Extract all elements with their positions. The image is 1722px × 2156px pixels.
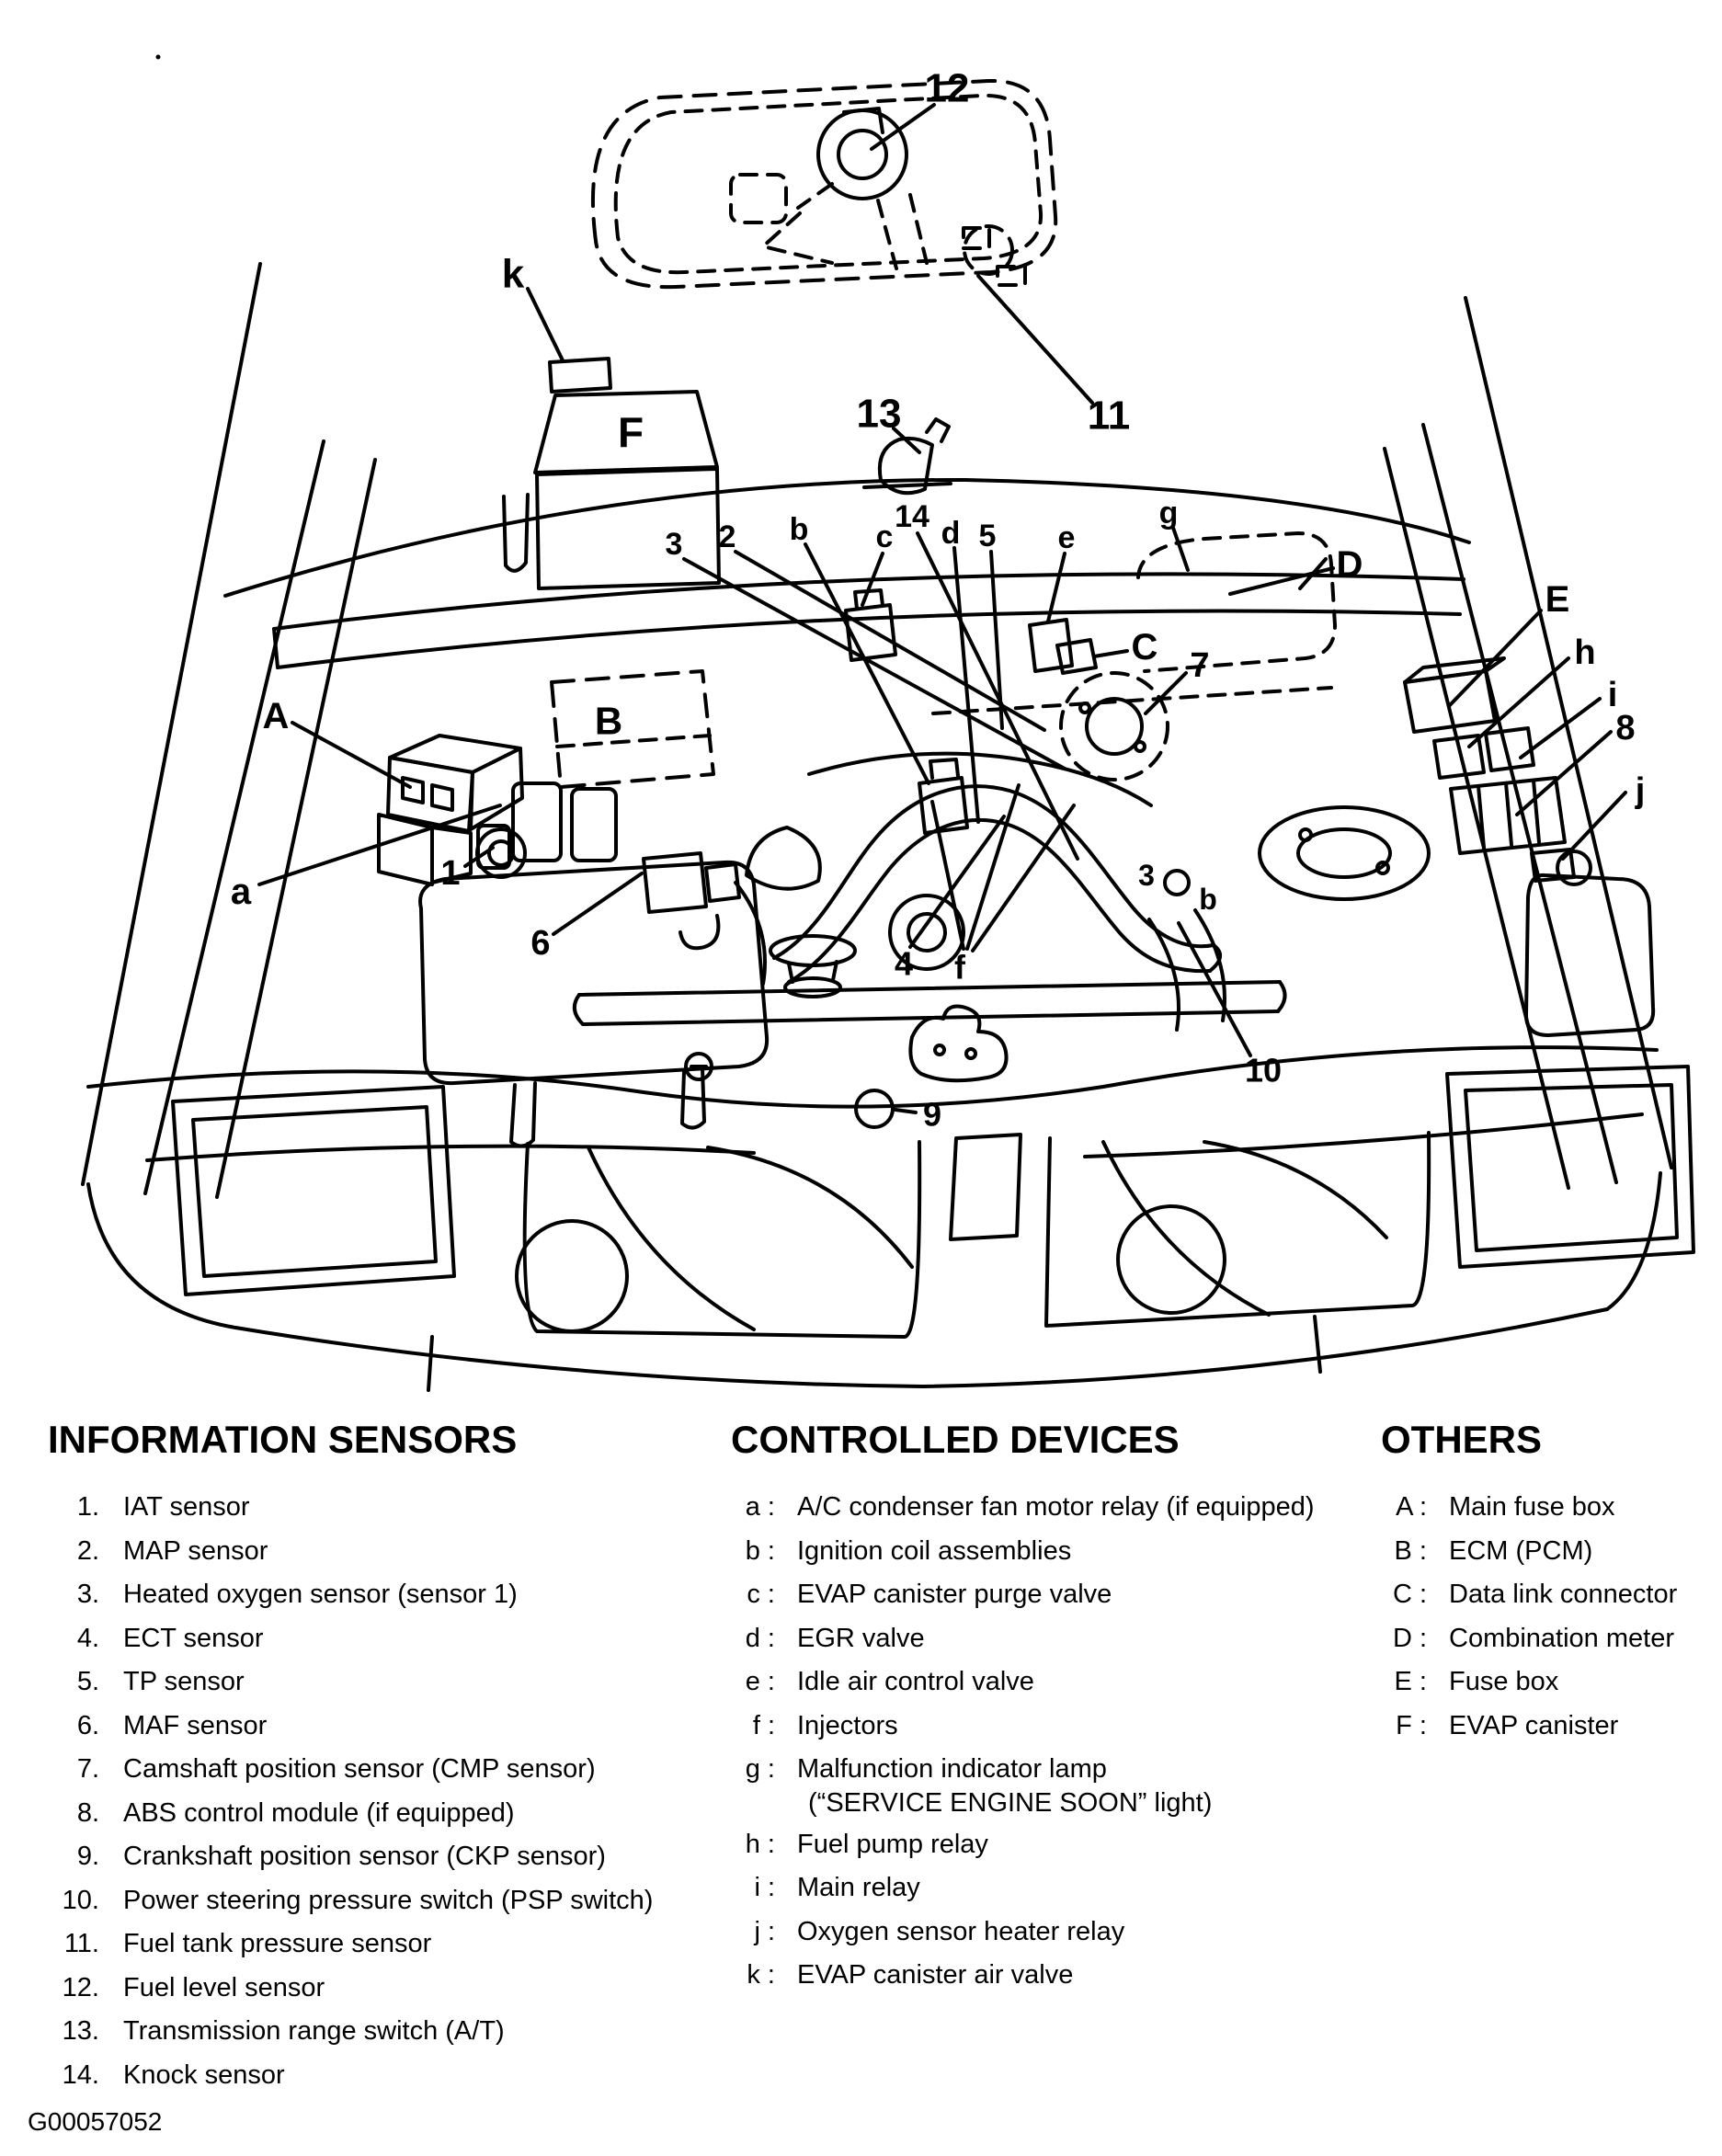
legend-items-others: [1381, 1486, 1721, 1748]
ecm-outline: [552, 671, 713, 787]
callout-D: D: [1336, 544, 1363, 585]
legend-item-label: EVAP canister air valve: [797, 1960, 1074, 1990]
legend-item-key: 3.: [76, 1580, 99, 1609]
fuel-tank-pressure-sensor: [964, 226, 1025, 285]
legend-item-key: 10.: [62, 1885, 99, 1915]
legend-item-label: EVAP canister: [1449, 1710, 1619, 1740]
legend-item-label: Main fuse box: [1449, 1492, 1615, 1522]
callout-d: d: [941, 516, 961, 551]
legend-item: [731, 1911, 1365, 1955]
legend-item-key: 14.: [62, 2059, 99, 2090]
legend-item: [48, 1748, 710, 1792]
leader-line: [1230, 568, 1333, 594]
legend-item-key: 8.: [76, 1797, 99, 1828]
legend-item-label: Crankshaft position sensor (CKP sensor): [123, 1842, 606, 1871]
legend-item-label: TP sensor: [123, 1667, 245, 1696]
legend-item: [1381, 1617, 1721, 1661]
legend-title-information-sensors: INFORMATION SENSORS: [48, 1418, 518, 1461]
callout-11: 11: [1087, 393, 1131, 439]
legend-item-label: Knock sensor: [123, 2059, 285, 2090]
leader-line: [553, 873, 642, 934]
legend-item-label: ABS control module (if equipped): [123, 1797, 515, 1828]
legend-item: [1381, 1573, 1721, 1617]
legend-items-controlled-devices: [731, 1486, 1365, 1998]
callout-marker: [1165, 871, 1189, 895]
legend-controlled-devices: [731, 1418, 1365, 1998]
callout-A: A: [262, 696, 290, 736]
legend-item-label: Camshaft position sensor (CMP sensor): [123, 1754, 596, 1784]
left-fender-lines: [83, 264, 375, 1197]
legend-item: [48, 1705, 710, 1749]
fuel-tank-outline: [593, 81, 1055, 287]
callout-E: E: [1545, 579, 1570, 620]
legend-item-label-line2: (“SERVICE ENGINE SOON” light): [808, 1787, 1213, 1818]
legend-title-others: OTHERS: [1381, 1418, 1543, 1461]
air-cleaner-box: [420, 829, 767, 1146]
legend-items-information-sensors: [48, 1486, 710, 2097]
leader-line: [978, 276, 1092, 403]
legend-item: [48, 1617, 710, 1661]
callout-marker: [856, 1090, 893, 1127]
leader-line: [1094, 651, 1127, 656]
legend-item-key: 6.: [76, 1710, 99, 1740]
legend-item-key: e :: [745, 1667, 775, 1696]
callout-10: 10: [1244, 1051, 1283, 1089]
legend-item-key: 1.: [76, 1492, 99, 1522]
callout-F: F: [617, 408, 644, 456]
legend-others: [1381, 1418, 1721, 1748]
legend-item-key: C :: [1392, 1580, 1427, 1609]
legend-item: [731, 1530, 1365, 1574]
main-fuse-box: [379, 736, 616, 884]
legend-item-label: Fuel level sensor: [123, 1972, 325, 2002]
legend-item-label: Oxygen sensor heater relay: [797, 1916, 1125, 1946]
legend-item: [48, 1573, 710, 1617]
callout-C: C: [1131, 627, 1158, 667]
leader-line: [1449, 610, 1541, 706]
callout-B: B: [594, 699, 623, 743]
legend-item-key: a :: [745, 1492, 775, 1522]
callout-layer: [231, 66, 1645, 1134]
legend-item: [48, 1530, 710, 1574]
legend-item-label: Combination meter: [1449, 1623, 1674, 1653]
legend-item-key: f :: [752, 1710, 775, 1740]
legend-item: [48, 1922, 710, 1967]
callout-a: a: [230, 872, 252, 912]
legend-item-label: Idle air control valve: [797, 1667, 1034, 1696]
legend-item: [48, 2010, 710, 2054]
legend-item: [731, 1866, 1365, 1911]
legend-item-label: Fuel tank pressure sensor: [123, 1929, 432, 1958]
legend-item-label: MAF sensor: [123, 1710, 268, 1740]
callout-6: 6: [530, 924, 551, 963]
legend-item-key: 7.: [76, 1754, 99, 1784]
callout-4: 4: [894, 944, 914, 983]
leader-line: [954, 548, 978, 822]
legend-item-label: Ignition coil assemblies: [797, 1535, 1072, 1566]
callout-h: h: [1574, 633, 1596, 672]
callout-8: 8: [1615, 709, 1636, 747]
callout-12: 12: [924, 65, 970, 111]
legend-item-label: ECM (PCM): [1449, 1535, 1593, 1566]
legend-item-key: c :: [747, 1580, 775, 1609]
legend-item: [731, 1748, 1365, 1823]
legend-item: [1381, 1486, 1721, 1530]
legend-item-label: EVAP canister purge valve: [797, 1580, 1112, 1609]
legend-information-sensors: [48, 1418, 710, 2097]
callout-5: 5: [978, 519, 997, 553]
legend-item: [731, 1617, 1365, 1661]
legend-item-key: E :: [1394, 1667, 1427, 1696]
callout-1: 1: [440, 854, 461, 893]
callout-j: j: [1635, 771, 1646, 810]
legend-item-key: 13.: [62, 2016, 99, 2046]
callout-9: 9: [922, 1095, 942, 1134]
legend-item: [731, 1486, 1365, 1530]
callout-7: 7: [1190, 646, 1210, 685]
legend-item-key: 11.: [63, 1929, 99, 1958]
legend-item: [48, 1879, 710, 1923]
legend-item-key: B :: [1394, 1535, 1427, 1566]
callout-g: g: [1158, 496, 1179, 530]
legend-item-label: Heated oxygen sensor (sensor 1): [123, 1580, 518, 1609]
legend-item: [1381, 1705, 1721, 1749]
front-end: [88, 936, 1693, 1390]
callout-b: b: [1199, 883, 1217, 916]
speck: [156, 55, 161, 60]
legend-item-label: Fuse box: [1449, 1667, 1559, 1696]
legend-item: [1381, 1660, 1721, 1705]
leader-line: [895, 1110, 916, 1112]
legend-item: [731, 1705, 1365, 1749]
legend-item: [48, 1660, 710, 1705]
legend-item: [48, 1967, 710, 2011]
evap-canister: [535, 359, 719, 588]
legend-item-key: A :: [1396, 1492, 1427, 1522]
legend-item-label: Injectors: [797, 1710, 898, 1740]
legend-item-key: h :: [745, 1829, 775, 1859]
legend-title-controlled-devices: CONTROLLED DEVICES: [731, 1418, 1180, 1461]
legend-item-label: ECT sensor: [123, 1623, 264, 1653]
callout-e: e: [1057, 520, 1076, 555]
legend-item: [731, 1954, 1365, 1998]
legend-item-key: k :: [747, 1960, 775, 1990]
legend-item-key: d :: [745, 1623, 775, 1653]
legend-item: [48, 2054, 710, 2098]
callout-k: k: [501, 251, 525, 297]
legend-item: [731, 1660, 1365, 1705]
leader-line: [1521, 699, 1600, 758]
legend-item-key: 4.: [76, 1623, 99, 1653]
callout-3: 3: [1138, 859, 1155, 892]
legend-item: [48, 1792, 710, 1836]
callout-c: c: [875, 519, 894, 554]
legend-item-label: EGR valve: [797, 1623, 925, 1653]
legend-item: [48, 1486, 710, 1530]
legend-item-key: j :: [754, 1916, 775, 1946]
leader-line: [918, 533, 1078, 859]
legend-item-label: MAP sensor: [123, 1535, 268, 1566]
legend-item: [48, 1835, 710, 1879]
legend-item: [731, 1573, 1365, 1617]
legend-item-label: Data link connector: [1449, 1580, 1678, 1609]
legend-item-key: F :: [1396, 1710, 1427, 1740]
callout-2: 2: [718, 519, 736, 554]
legend-item-key: 5.: [76, 1667, 99, 1696]
legend-item-label: Main relay: [797, 1873, 920, 1902]
leader-line: [528, 289, 563, 360]
legend-item-key: b :: [745, 1535, 775, 1566]
legend-item-label: Transmission range switch (A/T): [123, 2016, 505, 2046]
legend-item-key: g :: [745, 1754, 775, 1784]
legend-item-key: 12.: [62, 1972, 99, 2002]
callout-3: 3: [665, 527, 683, 562]
callout-i: i: [1607, 676, 1618, 714]
leader-line: [1173, 528, 1188, 570]
legend-item-label: Fuel pump relay: [797, 1829, 988, 1859]
callout-14: 14: [895, 499, 929, 534]
callout-b: b: [789, 512, 809, 547]
legend-item-key: i :: [754, 1873, 775, 1902]
callout-f: f: [954, 948, 965, 987]
legend-item: [1381, 1530, 1721, 1574]
callout-13: 13: [856, 391, 902, 437]
legend-item-key: 9.: [76, 1842, 99, 1871]
legend-item: [731, 1823, 1365, 1867]
legend-item-label: Power steering pressure switch (PSP switch): [123, 1885, 654, 1915]
legend-item-key: D :: [1392, 1623, 1427, 1653]
legend-item-key: 2.: [76, 1535, 99, 1566]
figure-code: G00057052: [28, 2107, 163, 2136]
legend-item-label: Malfunction indicator lamp (“SERVICE ENGINE SOON” light): [797, 1754, 1213, 1818]
legend-item-label: A/C condenser fan motor relay (if equipped): [797, 1492, 1315, 1522]
legend-item-label: IAT sensor: [123, 1492, 250, 1522]
